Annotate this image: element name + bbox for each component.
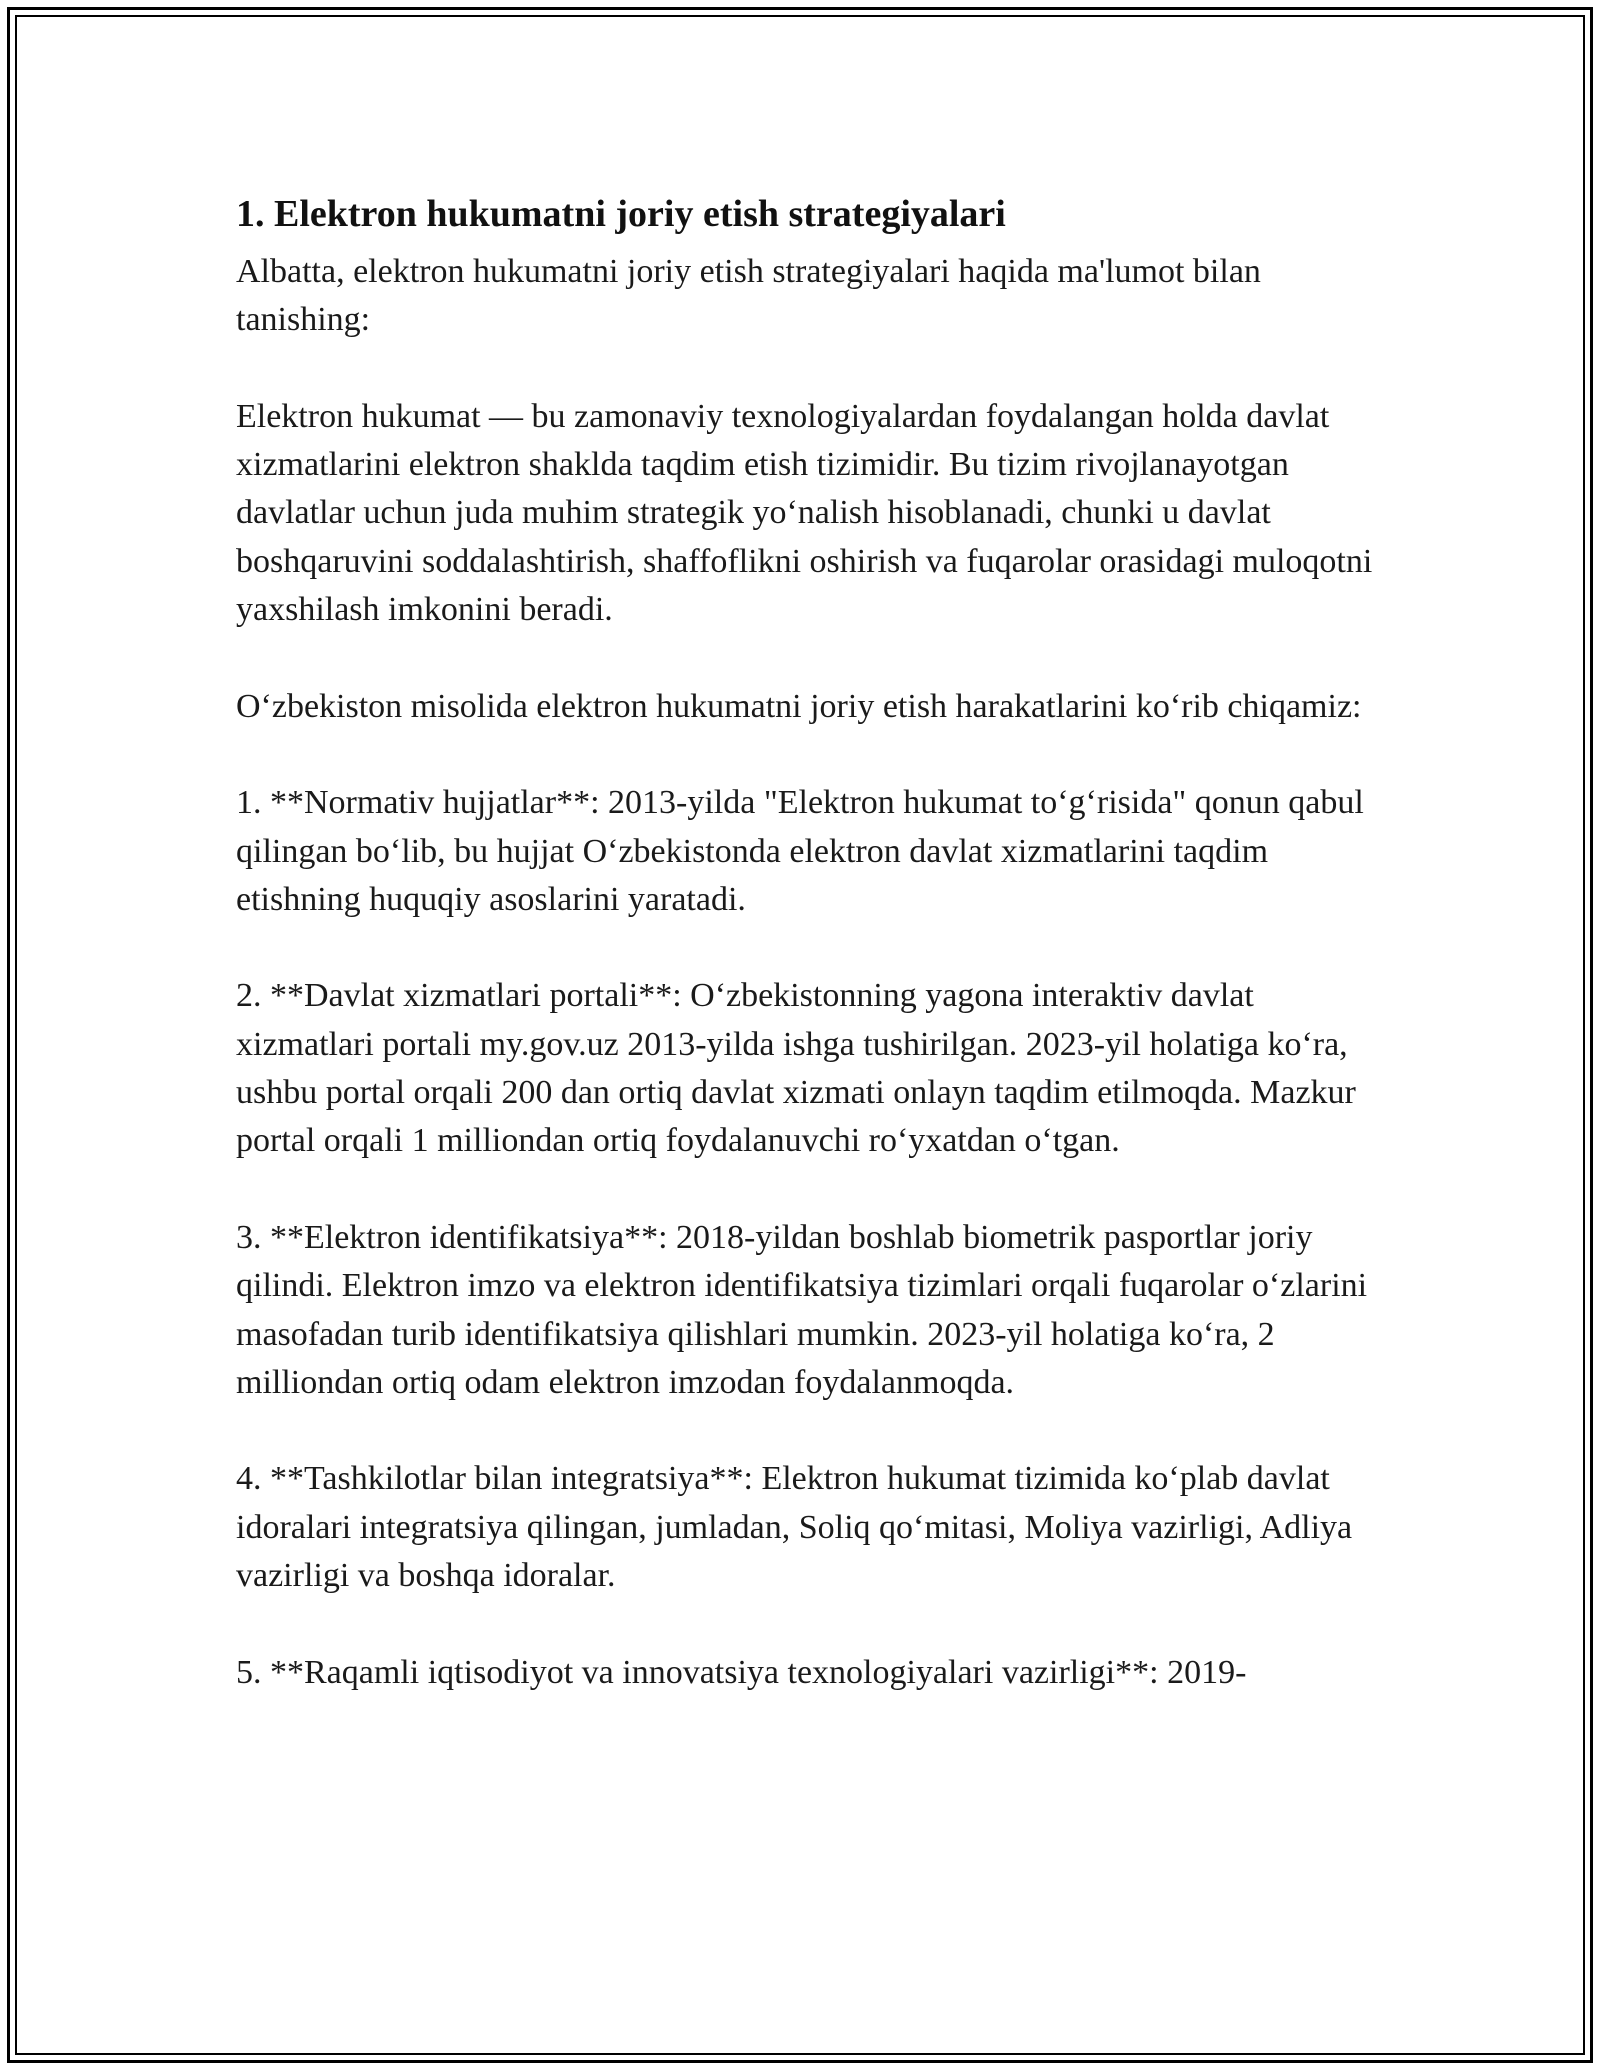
list-item-digital-economy-ministry: 5. **Raqamli iqtisodiyot va innovatsiya texnologiyalari vazirligi**: 2019- [236,1653,1247,1691]
list-item-electronic-identification: 3. **Elektron identifikatsiya**: 2018-yildan boshlab biometrik pasportlar joriy qilindi. Elektron imzo va elektron identifikatsiya tizimlari orqali fuqarolar o‘zlarini masofadan turib identifikatsiya qilishlari mumkin. 2023-yil holatiga ko‘ra, 2 milliondan ortiq odam elektron imzodan foydalanmoqda. [236,1218,1368,1401]
list-item-organization-integration: 4. **Tashkilotlar bilan integratsiya**: Elektron hukumat tizimida ko‘plab davlat idoralari integratsiya qilingan, jumladan, Soliq qo‘mitasi, Moliya vazirligi, Adliya vazirligi va boshqa idoralar. [236,1460,1353,1595]
document-body [236,184,1386,1697]
uzbekistan-intro-paragraph: O‘zbekiston misolida elektron hukumatni joriy etish harakatlarini ko‘rib chiqamiz: [236,687,1362,725]
list-item-normative-documents: 1. **Normativ hujjatlar**: 2013-yilda "Elektron hukumat to‘g‘risida" qonun qabul qilingan bo‘lib, bu hujjat O‘zbekistonda elektron davlat xizmatlarini taqdim etishning huquqiy asoslarini yaratadi. [236,784,1364,918]
list-item-services-portal: 2. **Davlat xizmatlari portali**: O‘zbekistonning yagona interaktiv davlat xizmatlari portali my.gov.uz 2013-yilda ishga tushirilgan. 2023-yil holatiga ko‘ra, ushbu portal orqali 200 dan ortiq davlat xizmati onlayn taqdim etilmoqda. Mazkur portal orqali 1 milliondan ortiq foydalanuvchi ro‘yxatdan o‘tgan. [236,977,1356,1160]
document-heading: 1. Elektron hukumatni joriy etish strategiyalari [236,193,1006,235]
definition-paragraph: Elektron hukumat — bu zamonaviy texnologiyalardan foydalangan holda davlat xizmatlarini elektron shaklda taqdim etish tizimidir. Bu tizim rivojlanayotgan davlatlar uchun juda muhim strategik yo‘nalish hisoblanadi, chunki u davlat boshqaruvini soddalashtirish, shaffoflikni oshirish va fuqarolar orasidagi muloqotni yaxshilash imkonini beradi. [236,397,1373,629]
intro-paragraph: Albatta, elektron hukumatni joriy etish strategiyalari haqida ma'lumot bilan tanishing: [236,253,1261,339]
